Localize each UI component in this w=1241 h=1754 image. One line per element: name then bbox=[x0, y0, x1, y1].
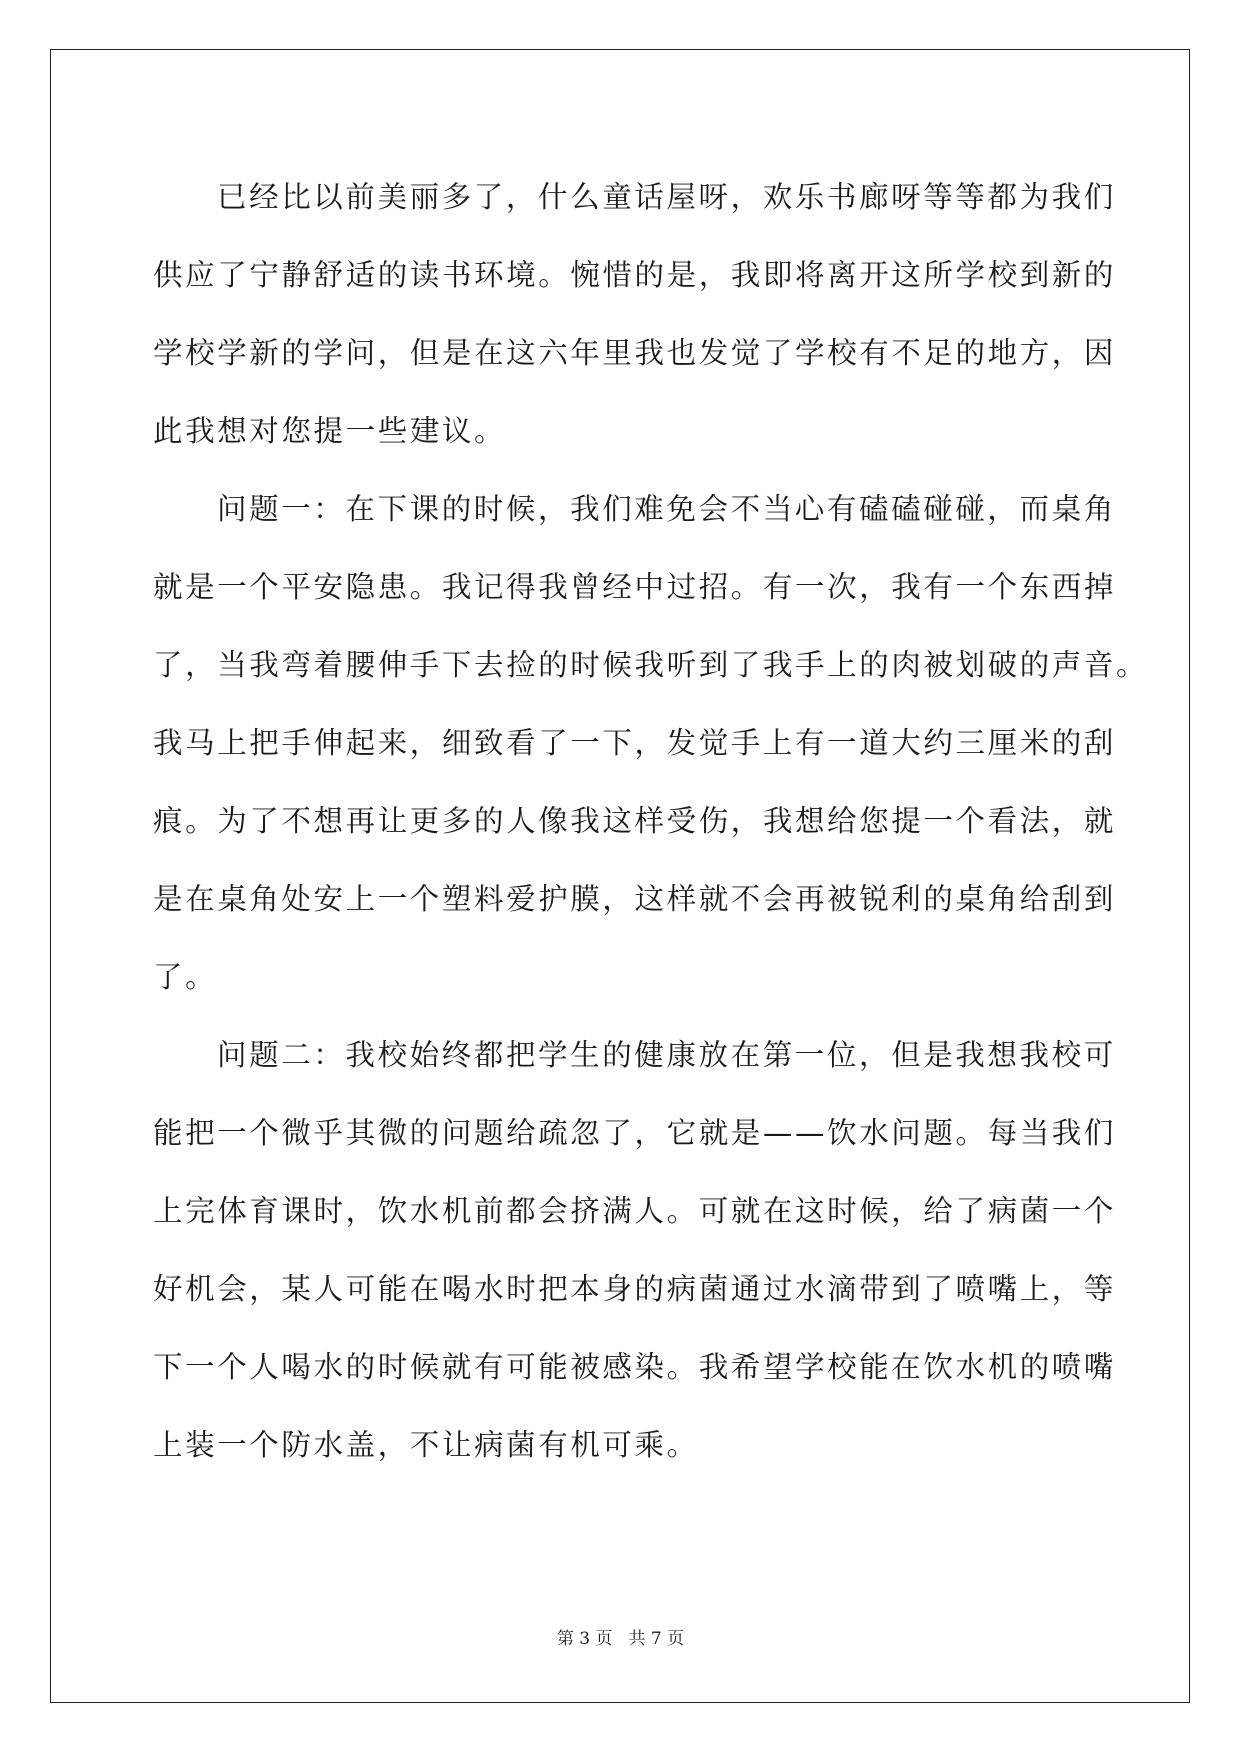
text-line: 好机会，某人可能在喝水时把本身的病菌通过水滴带到了喷嘴上，等 bbox=[153, 1272, 1117, 1306]
text-line: 下一个人喝水的时候就有可能被感染。我希望学校能在饮水机的喷嘴 bbox=[153, 1350, 1117, 1384]
text-line: 已经比以前美丽多了，什么童话屋呀，欢乐书廊呀等等都为我们 bbox=[217, 180, 1116, 214]
page-number: 第 3 页 bbox=[556, 1629, 613, 1649]
text-line: 了，当我弯着腰伸手下去捡的时候我听到了我手上的肉被划破的声音。 bbox=[153, 648, 1149, 682]
text-line: 问题二：我校始终都把学生的健康放在第一位，但是我想我校可 bbox=[217, 1038, 1116, 1072]
text-line: 痕。为了不想再让更多的人像我这样受伤，我想给您提一个看法，就 bbox=[153, 804, 1117, 838]
text-line: 供应了宁静舒适的读书环境。惋惜的是，我即将离开这所学校到新的 bbox=[153, 258, 1117, 292]
page-footer bbox=[0, 1624, 1241, 1649]
text-line: 学校学新的学问，但是在这六年里我也发觉了学校有不足的地方，因 bbox=[153, 336, 1117, 370]
page-total: 共 7 页 bbox=[628, 1629, 685, 1649]
text-line: 是在桌角处安上一个塑料爱护膜，这样就不会再被锐利的桌角给刮到 bbox=[153, 882, 1117, 916]
text-line: 问题一：在下课的时候，我们难免会不当心有磕磕碰碰，而桌角 bbox=[217, 492, 1116, 526]
text-line: 上装一个防水盖，不让病菌有机可乘。 bbox=[153, 1428, 699, 1462]
text-line: 就是一个平安隐患。我记得我曾经中过招。有一次，我有一个东西掉 bbox=[153, 570, 1117, 604]
text-line: 了。 bbox=[153, 960, 218, 994]
text-line: 我马上把手伸起来，细致看了一下，发觉手上有一道大约三厘米的刮 bbox=[153, 726, 1117, 760]
text-line: 能把一个微乎其微的问题给疏忽了，它就是——饮水问题。每当我们 bbox=[153, 1116, 1117, 1150]
text-line: 此我想对您提一些建议。 bbox=[153, 414, 507, 448]
document-body bbox=[153, 158, 1149, 1484]
text-line: 上完体育课时，饮水机前都会挤满人。可就在这时候，给了病菌一个 bbox=[153, 1194, 1117, 1228]
